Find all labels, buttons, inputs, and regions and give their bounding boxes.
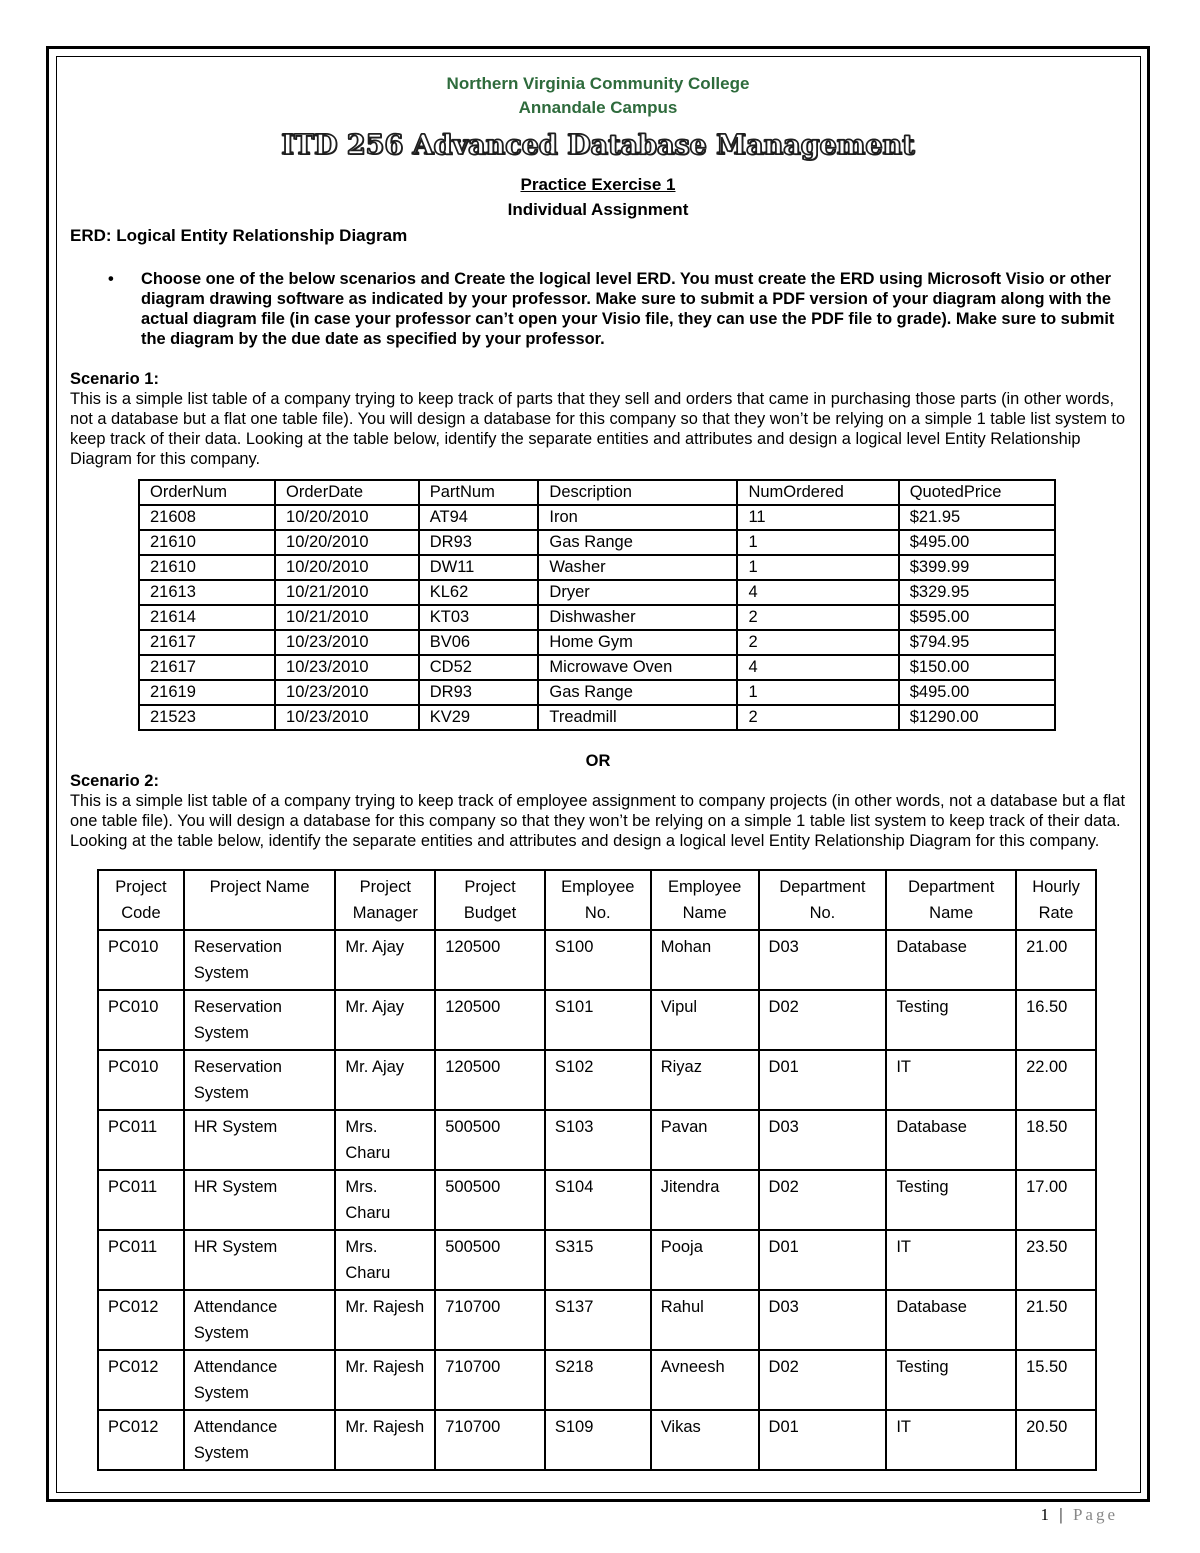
table-cell: Dryer (538, 580, 737, 605)
table-cell: 21617 (139, 655, 275, 680)
table-cell: D02 (759, 1350, 887, 1410)
table-cell: KV29 (419, 705, 539, 730)
table-cell: $329.95 (899, 580, 1055, 605)
table-cell: Mr. Rajesh (335, 1350, 435, 1410)
table-cell: 10/23/2010 (275, 680, 419, 705)
table-cell: 120500 (435, 990, 545, 1050)
table-cell: AT94 (419, 505, 539, 530)
table-cell: PC011 (98, 1110, 184, 1170)
table-cell: Database (886, 930, 1016, 990)
table-cell: $150.00 (899, 655, 1055, 680)
table-cell: 16.50 (1016, 990, 1096, 1050)
table-cell: 10/20/2010 (275, 530, 419, 555)
bullet-symbol: • (108, 270, 114, 288)
table-row (139, 630, 1055, 655)
table-cell: 120500 (435, 930, 545, 990)
table-cell: Mr. Ajay (335, 930, 435, 990)
table-cell: S218 (545, 1350, 651, 1410)
column-header: Employee Name (651, 870, 759, 930)
table-cell: Mrs. Charu (335, 1230, 435, 1290)
column-header: Employee No. (545, 870, 651, 930)
table-cell: S100 (545, 930, 651, 990)
table-cell: Reservation System (184, 1050, 336, 1110)
table-cell: S101 (545, 990, 651, 1050)
table-cell: PC012 (98, 1350, 184, 1410)
table-cell: D03 (759, 930, 887, 990)
table-cell: PC011 (98, 1230, 184, 1290)
table-cell: Reservation System (184, 930, 336, 990)
table-cell: 10/21/2010 (275, 580, 419, 605)
table-cell: 21.50 (1016, 1290, 1096, 1350)
table-cell: 1 (737, 680, 898, 705)
table-cell: 21523 (139, 705, 275, 730)
document-content (70, 72, 1126, 1471)
table-cell: KT03 (419, 605, 539, 630)
table-cell: 10/23/2010 (275, 630, 419, 655)
table-cell: Treadmill (538, 705, 737, 730)
table-cell: S137 (545, 1290, 651, 1350)
table-cell: 10/23/2010 (275, 705, 419, 730)
table-row (139, 580, 1055, 605)
table-row (98, 1290, 1096, 1350)
table-cell: Mr. Rajesh (335, 1410, 435, 1470)
table-cell: S104 (545, 1170, 651, 1230)
table-cell: $1290.00 (899, 705, 1055, 730)
table-cell: Dishwasher (538, 605, 737, 630)
table-cell: IT (886, 1410, 1016, 1470)
table-row (139, 605, 1055, 630)
table-cell: Testing (886, 1170, 1016, 1230)
table-cell: 10/21/2010 (275, 605, 419, 630)
table-cell: Mr. Ajay (335, 1050, 435, 1110)
table-cell: 1 (737, 555, 898, 580)
table-cell: S102 (545, 1050, 651, 1110)
table-cell: $495.00 (899, 530, 1055, 555)
table-cell: Vikas (651, 1410, 759, 1470)
table-cell: $495.00 (899, 680, 1055, 705)
table-cell: 20.50 (1016, 1410, 1096, 1470)
table-cell: D02 (759, 1170, 887, 1230)
table-cell: 22.00 (1016, 1050, 1096, 1110)
table-cell: Mohan (651, 930, 759, 990)
table-cell: 21613 (139, 580, 275, 605)
table-cell: Database (886, 1110, 1016, 1170)
instruction-text: Choose one of the below scenarios and Create the logical level ERD. You must create the ERD using Microsoft Visio or other diagram drawing software as indicated by your professor. Make sure to submit a PDF version of your diagram along with the actual diagram file (in case your professor can’t open your Visio file, they can use the PDF file to grade). Make sure to submit the diagram by the due date as specified by your professor. (141, 270, 1115, 348)
table-cell: D03 (759, 1290, 887, 1350)
table-cell: $21.95 (899, 505, 1055, 530)
table-cell: IT (886, 1230, 1016, 1290)
table-cell: S109 (545, 1410, 651, 1470)
table-cell: HR System (184, 1170, 336, 1230)
column-header: OrderNum (139, 480, 275, 505)
scenario2-text: This is a simple list table of a company trying to keep track of employee assignment to company projects (in other words, not a database but a flat one table file). You will design a database for this company so that they won’t be relying on a simple 1 table list system to keep track of their data. Looking at the table below, identify the separate entities and attributes and design a logical level Entity Relationship Diagram for this company. (70, 792, 1125, 850)
scenario1-table (138, 479, 1056, 731)
table-cell: 2 (737, 705, 898, 730)
table-cell: 21610 (139, 530, 275, 555)
table-cell: 21.00 (1016, 930, 1096, 990)
table-cell: Mrs. Charu (335, 1170, 435, 1230)
column-header: OrderDate (275, 480, 419, 505)
table-cell: PC012 (98, 1290, 184, 1350)
page-number: 1 (1040, 1505, 1053, 1524)
scenario2-table (97, 869, 1097, 1471)
table-cell: S315 (545, 1230, 651, 1290)
column-header: Description (538, 480, 737, 505)
table-row (98, 1170, 1096, 1230)
table-row (98, 1050, 1096, 1110)
table-cell: 2 (737, 630, 898, 655)
table-cell: Attendance System (184, 1290, 336, 1350)
table-cell: BV06 (419, 630, 539, 655)
table-cell: 4 (737, 580, 898, 605)
or-separator: OR (585, 752, 611, 770)
table-cell: 11 (737, 505, 898, 530)
table-cell: Reservation System (184, 990, 336, 1050)
column-header: Project Code (98, 870, 184, 930)
table-cell: HR System (184, 1230, 336, 1290)
page-separator: | (1059, 1505, 1066, 1524)
table-cell: D01 (759, 1050, 887, 1110)
table-cell: 500500 (435, 1230, 545, 1290)
column-header: NumOrdered (737, 480, 898, 505)
table-row (139, 505, 1055, 530)
table-row (98, 1110, 1096, 1170)
instruction-bullet (70, 269, 1126, 349)
college-name: Northern Virginia Community College (446, 74, 750, 93)
column-header: PartNum (419, 480, 539, 505)
table-cell: D02 (759, 990, 887, 1050)
table-cell: KL62 (419, 580, 539, 605)
table-row (139, 705, 1055, 730)
table-cell: 710700 (435, 1410, 545, 1470)
table-cell: Vipul (651, 990, 759, 1050)
table-cell: Pavan (651, 1110, 759, 1170)
table-cell: 21619 (139, 680, 275, 705)
table-cell: HR System (184, 1110, 336, 1170)
table-cell: 21610 (139, 555, 275, 580)
table-cell: IT (886, 1050, 1016, 1110)
campus-name: Annandale Campus (518, 98, 678, 117)
table-cell: CD52 (419, 655, 539, 680)
table-cell: Mr. Ajay (335, 990, 435, 1050)
table-cell: Testing (886, 990, 1016, 1050)
table-cell: D03 (759, 1110, 887, 1170)
table-cell: 21617 (139, 630, 275, 655)
table-cell: 10/20/2010 (275, 555, 419, 580)
table-cell: 120500 (435, 1050, 545, 1110)
column-header: Department No. (759, 870, 887, 930)
table-cell: Gas Range (538, 530, 737, 555)
table-row (139, 655, 1055, 680)
table-cell: Testing (886, 1350, 1016, 1410)
table-cell: Attendance System (184, 1350, 336, 1410)
page-label: Page (1072, 1505, 1118, 1524)
table-cell: Rahul (651, 1290, 759, 1350)
table-cell: $595.00 (899, 605, 1055, 630)
column-header: Department Name (886, 870, 1016, 930)
table-row (98, 1350, 1096, 1410)
table-cell: Mrs. Charu (335, 1110, 435, 1170)
table-cell: Mr. Rajesh (335, 1290, 435, 1350)
column-header: Project Name (184, 870, 336, 930)
assignment-type: Individual Assignment (507, 200, 689, 219)
table-cell: DW11 (419, 555, 539, 580)
table-cell: Jitendra (651, 1170, 759, 1230)
table-cell: 1 (737, 530, 898, 555)
table-cell: PC012 (98, 1410, 184, 1470)
column-header: QuotedPrice (899, 480, 1055, 505)
table-row (98, 990, 1096, 1050)
table-cell: Avneesh (651, 1350, 759, 1410)
table-cell: $794.95 (899, 630, 1055, 655)
table-row (139, 555, 1055, 580)
table-cell: Pooja (651, 1230, 759, 1290)
table-cell: 21614 (139, 605, 275, 630)
table-cell: Attendance System (184, 1410, 336, 1470)
table-row (139, 680, 1055, 705)
table-cell: S103 (545, 1110, 651, 1170)
table-header-row (139, 480, 1055, 505)
table-cell: DR93 (419, 680, 539, 705)
table-cell: 18.50 (1016, 1110, 1096, 1170)
table-cell: PC010 (98, 930, 184, 990)
scenario1-title: Scenario 1: (70, 370, 159, 388)
table-cell: Washer (538, 555, 737, 580)
table-cell: PC010 (98, 1050, 184, 1110)
exercise-title: Practice Exercise 1 (520, 175, 676, 194)
page-footer (1041, 1505, 1118, 1525)
table-cell: 21608 (139, 505, 275, 530)
table-cell: Microwave Oven (538, 655, 737, 680)
table-cell: D01 (759, 1230, 887, 1290)
table-cell: Home Gym (538, 630, 737, 655)
course-title: ITD 256 Advanced Database Management (281, 130, 915, 161)
table-cell: 4 (737, 655, 898, 680)
table-row (98, 930, 1096, 990)
table-cell: 10/20/2010 (275, 505, 419, 530)
table-header-row (98, 870, 1096, 930)
table-row (139, 530, 1055, 555)
table-cell: DR93 (419, 530, 539, 555)
table-cell: 23.50 (1016, 1230, 1096, 1290)
table-cell: PC010 (98, 990, 184, 1050)
column-header: Project Manager (335, 870, 435, 930)
table-cell: Database (886, 1290, 1016, 1350)
table-row (98, 1230, 1096, 1290)
erd-heading: ERD: Logical Entity Relationship Diagram (70, 226, 408, 245)
column-header: Project Budget (435, 870, 545, 930)
table-cell: 500500 (435, 1110, 545, 1170)
table-cell: 10/23/2010 (275, 655, 419, 680)
table-cell: D01 (759, 1410, 887, 1470)
table-cell: 15.50 (1016, 1350, 1096, 1410)
column-header: Hourly Rate (1016, 870, 1096, 930)
table-cell: 710700 (435, 1350, 545, 1410)
table-cell: 710700 (435, 1290, 545, 1350)
table-cell: $399.99 (899, 555, 1055, 580)
table-cell: 17.00 (1016, 1170, 1096, 1230)
table-cell: 2 (737, 605, 898, 630)
table-row (98, 1410, 1096, 1470)
table-cell: Iron (538, 505, 737, 530)
table-cell: 500500 (435, 1170, 545, 1230)
table-cell: PC011 (98, 1170, 184, 1230)
scenario1-text: This is a simple list table of a company trying to keep track of parts that they sell and orders that came in purchasing those parts (in other words, not a database but a flat one table file). You will design a database for this company so that they won’t be relying on a simple 1 table list system to keep track of their data. Looking at the table below, identify the separate entities and attributes and design a logical level Entity Relationship Diagram for this company. (70, 390, 1126, 468)
table-cell: Gas Range (538, 680, 737, 705)
table-cell: Riyaz (651, 1050, 759, 1110)
scenario2-title: Scenario 2: (70, 772, 159, 790)
